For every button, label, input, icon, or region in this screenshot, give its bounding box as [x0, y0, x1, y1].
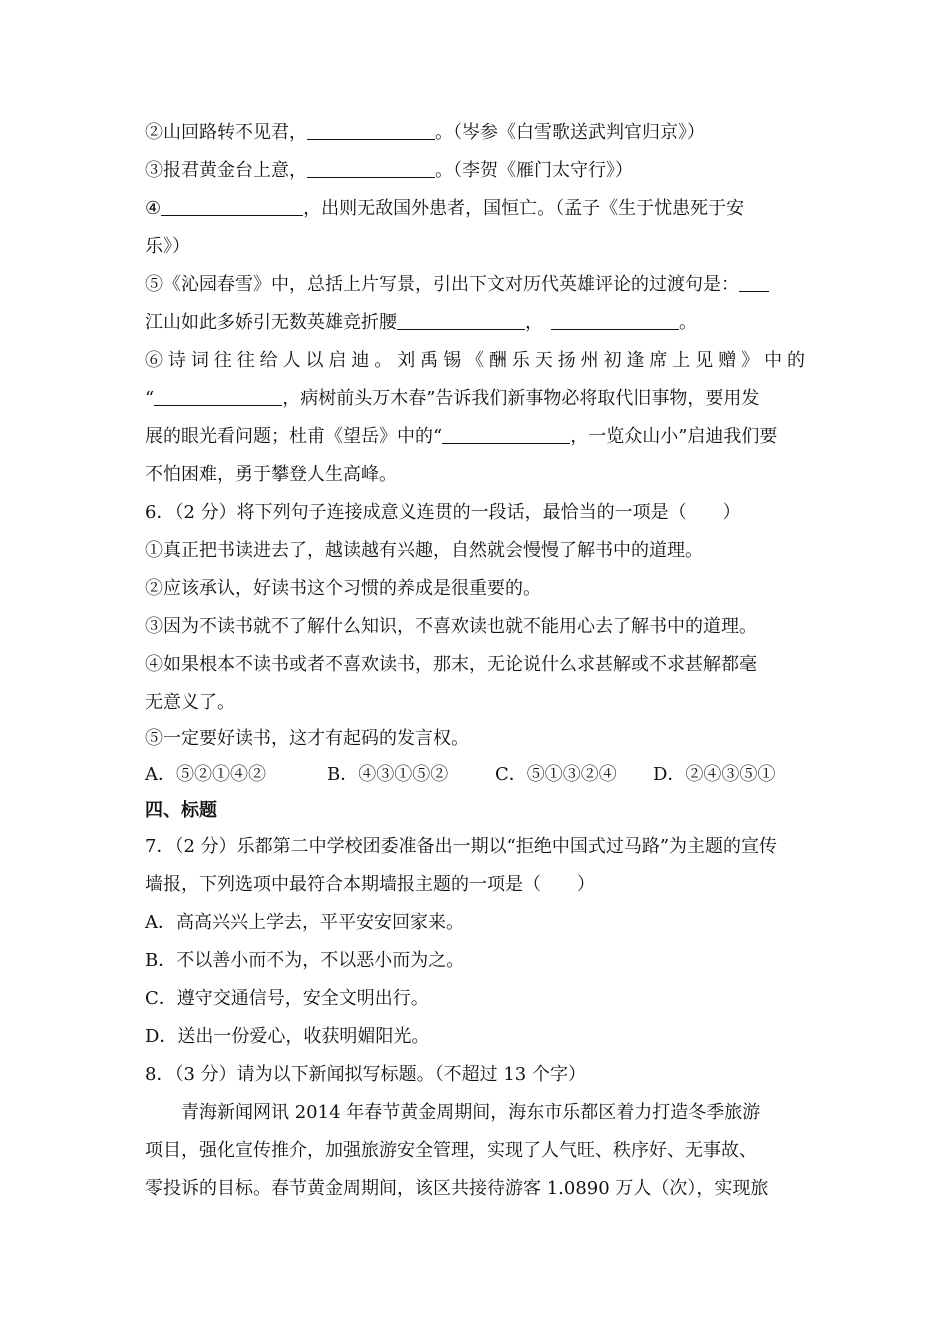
q6-title: 6．（2 分）将下列句子连接成意义连贯的一段话，最恰当的一项是（ ）: [145, 502, 741, 523]
q7-title: 7．（2 分）乐都第二中学校团委准备出一期以“拒绝中国式过马路”为主题的宣传: [145, 836, 778, 857]
q5-item-2: [145, 114, 805, 151]
answer-blank[interactable]: [442, 421, 570, 444]
text: ，: [525, 312, 543, 333]
q7-option-c[interactable]: C．遵守交通信号，安全文明出行。: [145, 988, 429, 1009]
answer-blank[interactable]: [397, 307, 525, 330]
q5-item-6-cont1: [145, 380, 805, 417]
q6-sentence-5: ⑤一定要好读书，这才有起码的发言权。: [145, 728, 469, 749]
q5-item-5: [145, 266, 805, 303]
text: 。: [679, 312, 697, 333]
text: “: [145, 388, 155, 409]
text: ③报君黄金台上意，: [145, 160, 307, 181]
q7-title-cont: 墙报，下列选项中最符合本期墙报主题的一项是（ ）: [145, 874, 595, 895]
q7-option-a[interactable]: A．高高兴兴上学去，平平安安回家来。: [145, 912, 464, 933]
option-c[interactable]: C．⑤①③②④: [495, 764, 617, 785]
answer-blank[interactable]: [739, 269, 769, 292]
text: ④: [145, 198, 162, 219]
text: 。（岑参《白雪歌送武判官归京》）: [435, 122, 705, 143]
q6-sentence-2: ②应该承认，好读书这个习惯的养成是很重要的。: [145, 578, 541, 599]
text: ，一览众山小”启迪我们要: [570, 426, 778, 447]
answer-blank[interactable]: [154, 383, 282, 406]
text: 。（李贺《雁门太守行》）: [435, 160, 633, 181]
q6-sentence-1: ①真正把书读进去了，越读越有兴趣，自然就会慢慢了解书中的道理。: [145, 540, 703, 561]
q5-item-6-cont2: [145, 418, 805, 455]
text: ②山回路转不见君，: [145, 122, 307, 143]
option-b[interactable]: B．④③①⑤②: [327, 764, 449, 785]
text: 展的眼光看问题；杜甫《望岳》中的“: [145, 426, 443, 447]
q5-item-4-cont: 乐》）: [145, 236, 190, 257]
q5-item-4: [145, 190, 805, 227]
q6-sentence-4: ④如果根本不读书或者不喜欢读书，那末，无论说什么求甚解或不求甚解都毫: [145, 654, 757, 675]
q5-item-6-cont3: 不怕困难，勇于攀登人生高峰。: [145, 464, 397, 485]
answer-blank[interactable]: [551, 307, 679, 330]
q5-item-3: [145, 152, 805, 189]
q6-options: [145, 756, 805, 793]
q7-option-d[interactable]: D．送出一份爱心，收获明媚阳光。: [145, 1026, 430, 1047]
q8-news-line-3: 零投诉的目标。春节黄金周期间，该区共接待游客 1.0890 万人（次），实现旅: [145, 1178, 769, 1199]
answer-blank[interactable]: [307, 155, 435, 178]
text: ，出则无敌国外患者，国恒亡。（孟子《生于忧患死于安: [303, 198, 745, 219]
section-heading: 四、标题: [145, 800, 217, 821]
text: ⑤《沁园春雪》中，总括上片写景，引出下文对历代英雄评论的过渡句是：: [145, 274, 739, 295]
q7-option-b[interactable]: B．不以善小而不为，不以恶小而为之。: [145, 950, 465, 971]
q8-news-line-2: 项目，强化宣传推介，加强旅游安全管理，实现了人气旺、秩序好、无事故、: [145, 1140, 757, 1161]
option-a[interactable]: A．⑤②①④②: [145, 764, 266, 785]
answer-blank[interactable]: [161, 193, 303, 216]
text: 江山如此多娇引无数英雄竞折腰: [145, 312, 397, 333]
text: ，病树前头万木春”告诉我们新事物必将取代旧事物，要用发: [282, 388, 760, 409]
q6-sentence-3: ③因为不读书就不了解什么知识，不喜欢读也就不能用心去了解书中的道理。: [145, 616, 757, 637]
q5-item-6: ⑥诗词往往给人以启迪。刘禹锡《酬乐天扬州初逢席上见赠》中的: [145, 350, 805, 371]
q5-item-5-cont: [145, 304, 805, 341]
q8-news-line-1: 青海新闻网讯 2014 年春节黄金周期间，海东市乐都区着力打造冬季旅游: [145, 1102, 761, 1123]
q6-sentence-4-cont: 无意义了。: [145, 692, 235, 713]
q8-title: 8．（3 分）请为以下新闻拟写标题。（不超过 13 个字）: [145, 1064, 586, 1085]
option-d[interactable]: D．②④③⑤①: [653, 764, 776, 785]
answer-blank[interactable]: [307, 117, 435, 140]
